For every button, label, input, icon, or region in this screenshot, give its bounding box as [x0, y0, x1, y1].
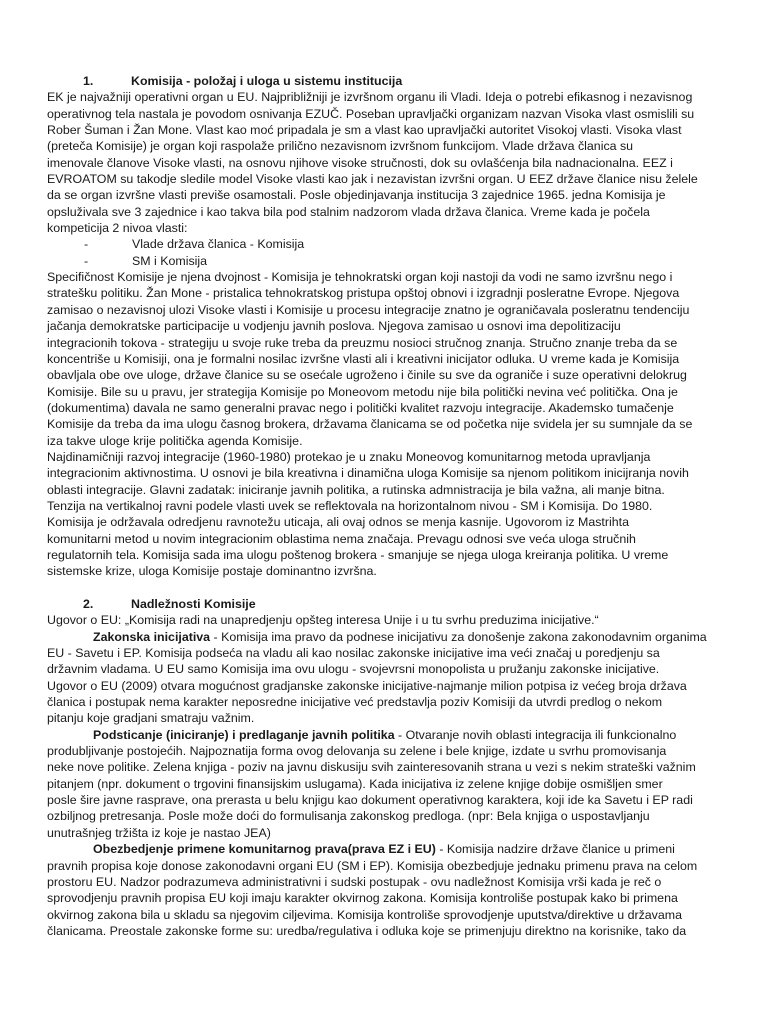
- list-item-text: SM i Komisija: [132, 253, 208, 268]
- section-2-intro: Ugovor o EU: „Komisija radi na unapredjenju opšteg interesa Unije i u tu svrhu preduzima inicijative.“: [47, 613, 599, 628]
- paragraph-heading: Podsticanje (iniciranje) i predlaganje javnih politika: [93, 727, 395, 742]
- paragraph-body: - Otvaranje novih oblasti integracija ili funkcionalno produbljivanje postojećih. Najpoznatija forma ovog delovanja su zelene i bele knjige, izdate u svrhu promovisanja neke nove politike. Zelena knjiga - poziv na javnu diskusiju svih zainteresovanih strana u vezi s nekim strateški važnim pitanjem (npr. dokument o trgovini finansijskim uslugama). Kada inicijativa iz zelene knjige dobije osmišljen smer posle šire javne rasprave, ona prerasta u belu knjigu kao dokument operativnog karaktera, koji ide ka Savetu i EP radi ozbiljnog pretresanja. Posle može doći do formulisanja zakonskog predloga. (npr: Bela knjiga o uspostavljanju unutrašnjeg tržišta iz koje je nastao JEA): [47, 727, 696, 840]
- section-1-title: Komisija - položaj i uloga u sistemu institucija: [131, 74, 403, 88]
- section-2-number: 2.: [83, 597, 94, 611]
- section-1-number: 1.: [83, 74, 94, 88]
- section-2-heading: [47, 596, 728, 612]
- paragraph-heading: Obezbedjenje primene komunitarnog prava(prava EZ i EU): [93, 842, 436, 857]
- section-1-heading: [47, 73, 728, 89]
- list-item-text: Vlade država članica - Komisija: [132, 237, 305, 252]
- paragraph-body: - Komisija ima pravo da podnese inicijativu za donošenje zakona zakonodavnim organima EU - Savetu i EP. Komisija podseća na vladu ali kao nosilac zakonske inicijative ima veći značaj u poredjenju sa državnim vladama. U EU samo Komisija ima ovu ulogu - svojevrsni monopolista u pružanju zakonske inicijative. Ugovor o EU (2009) otvara mogućnost gradjanske zakonske inicijative-najmanje milion potpisa iz većeg broja država članica i postupak nema karakter neposredne inicijative već predstavlja poziv Komisiji da utvrdi predlog o nekom pitanju koje gradjani smatraju važnim.: [47, 629, 707, 726]
- list-dash: -: [84, 253, 89, 268]
- section-2-paragraph-policies: [47, 727, 738, 841]
- section-1-paragraph-1: EK je najvažniji operativni organ u EU. Najpribližniji je izvršnom organu ili Vladi. Ideja o potrebi efikasnog i nezavisnog operativnog tela nastala je povodom osnivanja EZUČ. Poseban upravljački organizam nazvan Visoka vlast osmislili su Rober Šuman i Žan Mone. Vlast kao moć pripadala je sm a vlast kao upravljački autoritet Visokoj vlasti. Visoka vlast (preteča Komisije) je organ koji raspolaže prilično nezavisnom izvršnom funkcijom. Vlade država članica su imenovale članove Visoke vlasti, na osnovu njihove visoke stručnosti, dok su ovlašćenja bila nadnacionalna. EEZ i EVROATOM su takodje sledile model Visoke vlasti kao jak i nezavistan izvršni organ. U EEZ države članice nisu želele da se organ izvršne vlasti previše osamostali. Posle objedinjavanja institucija 3 zajednice 1965. jedna Komisija je opsluživala sve 3 zajednice i kao takva bila pod stalnim nadzorom vlada država članica. Vreme kada je počela kompeticija 2 nivoa vlasti:: [47, 90, 698, 236]
- section-2-title: Nadležnosti Komisije: [131, 597, 256, 611]
- paragraph-heading: Zakonska inicijativa: [93, 629, 211, 644]
- list-item: [84, 236, 768, 252]
- section-1-paragraph-2: Specifičnost Komisije je njena dvojnost - Komisija je tehnokratski organ koji nastoji da vodi ne samo izvršnu nego i stratešku politiku. Žan Mone - pristalica tehnokratskog pristupa opštoj obnovi i izgradnji posleratne Evrope. Njegova zamisao o nezavisnoj ulozi Visoke vlasti i Komisije u procesu integracije znatno je ograničavala posleratnu tendenciju jačanja demokratske participacije u vodjenju javnih poslova. Njegova zamisao u osnovi ima depolitizaciju integracionih tokova - strategiju u svoje ruke treba da preuzmu nosioci stručnog znanja. Stručno znanje treba da se koncentriše u Komisiji, ona je formalni nosilac izvršne vlasti ali i kreativni inicijator odluka. U vreme kada je Komisija obavljala obe ove uloge, države članice su se osećale ugroženo i činile su sve da ograniče i suze operativni delokrug Komisije. Bile su u pravu, jer strategija Komisije po Moneovom metodu nije bila politički nevina već politička. Ona je (dokumentima) davala ne samo generalni pravac nego i politički kvalitet razvoju integracije. Akademsko tumačenje Komisije da treba da ima ulogu časnog brokera, državama članicama se od početka nije svidela jer su sumnjale da se iza takve uloge krije politička agenda Komisije.: [47, 270, 693, 448]
- paragraph-body: - Komisija nadzire države članice u primeni pravnih propisa koje donose zakonodavni organi EU (SM i EP). Komisija obezbedjuje jednaku primenu prava na celom prostoru EU. Nadzor podrazumeva administrativni i sudski postupak - ovu nadležnost Komisija vrši kada je reč o sprovodjenju pravnih propisa EU koji imaju karakter okvirnog zakona. Komisija kontroliše postupak kako bi primena okvirnog zakona bila u skladu sa njegovim ciljevima. Komisija kontroliše sprovodjenje uputstva/direktive u državama članicama. Preostale zakonske forme su: uredba/regulativa i odluka koje se primenjuju direktno na korisnike, tako da: [47, 842, 698, 938]
- section-1-paragraph-3: Najdinamičniji razvoj integracije (1960-1980) protekao je u znaku Moneovog komunitarnog metoda upravljanja integracionim aktivnostima. U osnovi je bila kreativna i dinamična uloga Komisije sa njenom politikom inicijranja novih oblasti integracije. Glavni zadatak: iniciranje javnih politika, a rutinska admnistracija je bila važna, ali manje bitna. Tenzija na vertikalnoj ravni podele vlasti uvek se reflektovala na horizontalnom nivou - SM i Komisija. Do 1980. Komisija je održavala odredjenu ravnotežu uticaja, ali ovaj odnos se menja kasnije. Ugovorom iz Mastrihta komunitarni metod u novim integracionim oblastima nema značaja. Prevagu odnosi sve veća uloga stručnih regulatornih tela. Komisija sada ima ulogu poštenog brokera - smanjuje se njega uloga kreiranja politika. U vreme sistemske krize, uloga Komisije postaje dominantno izvršna.: [47, 449, 689, 579]
- section-2-paragraph-enforcement: [47, 841, 738, 939]
- section-2-paragraph-legislative: [47, 629, 738, 727]
- list-dash: -: [84, 237, 89, 252]
- list-item: [84, 253, 768, 269]
